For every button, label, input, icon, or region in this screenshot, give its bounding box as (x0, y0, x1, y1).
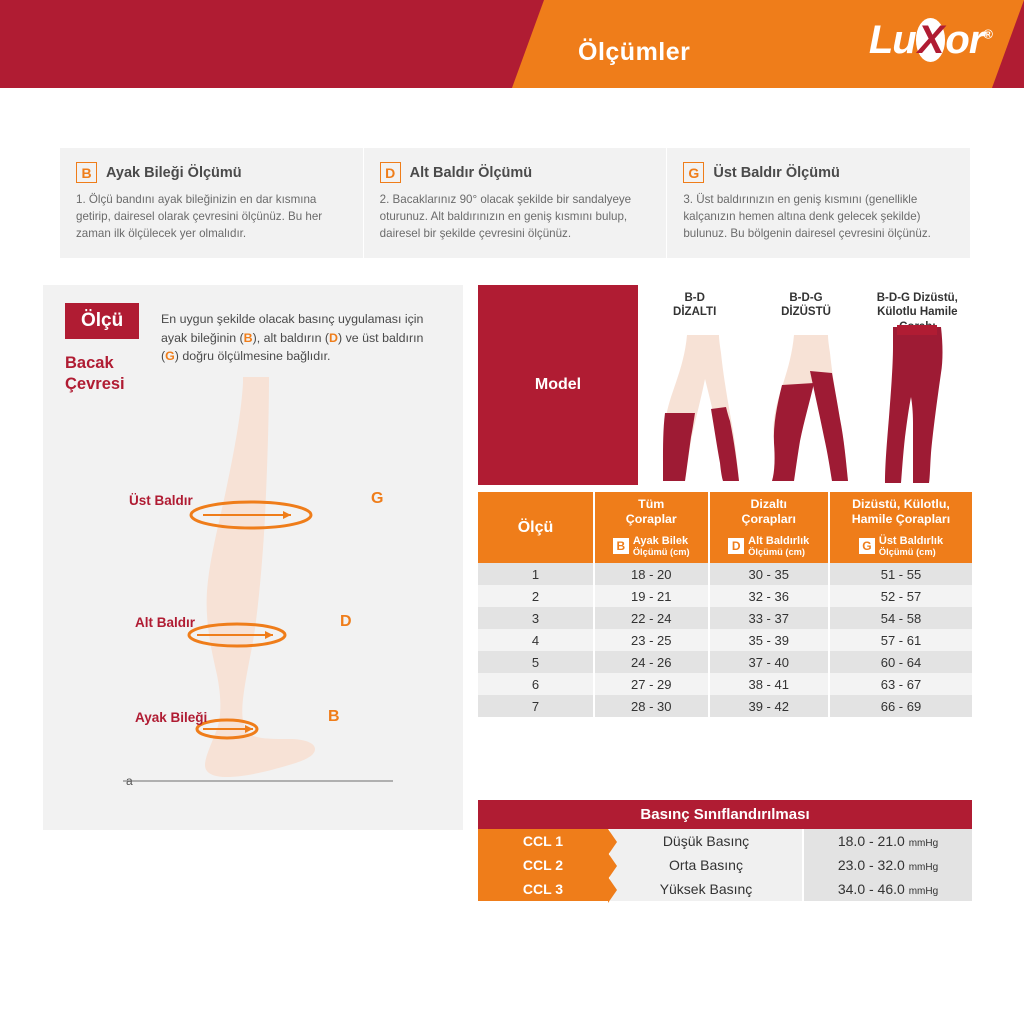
row-ankle: 23 - 25 (594, 629, 709, 651)
subhead-name: Alt Baldırlık (748, 534, 810, 547)
pressure-value: 23.0 - 32.0 (837, 857, 905, 873)
pressure-row (478, 829, 972, 853)
table-row (478, 695, 972, 717)
pressure-class-label: CCL 3 (478, 877, 609, 901)
subhead-text (879, 535, 943, 558)
row-lower-calf: 35 - 39 (709, 629, 829, 651)
pressure-title: Basınç Sınıflandırılması (478, 800, 972, 829)
model-table (478, 285, 972, 485)
instruction-box-ankle (60, 148, 363, 258)
instruction-title: Üst Baldır Ölçümü (713, 164, 840, 181)
measurement-group-knee (709, 492, 829, 532)
measurement-subhead-d (709, 532, 829, 563)
row-ankle: 18 - 20 (594, 563, 709, 585)
subhead-text (633, 535, 690, 558)
row-lower-calf: 32 - 36 (709, 585, 829, 607)
row-size: 4 (478, 629, 594, 651)
measurement-subhead-g (829, 532, 972, 563)
page-title: Ölçümler (578, 38, 691, 66)
brand-text-pre: Lu (868, 18, 916, 62)
letter-g-marker: G (371, 490, 384, 507)
subhead-unit: Ölçümü (cm) (632, 547, 690, 558)
label-lower-calf: Alt Baldır (135, 615, 196, 630)
model-illustration-pantyhose (863, 325, 971, 485)
instruction-header (76, 162, 347, 183)
leg-illustration (93, 377, 423, 797)
pressure-name: Düşük Basınç (609, 829, 803, 853)
leg-shape (205, 377, 315, 777)
pressure-row (478, 877, 972, 901)
pressure-title-row (478, 800, 972, 829)
leg-circumference-line1: Bacak (65, 354, 114, 372)
pressure-value-cell (803, 853, 972, 877)
desc-line-2e: ) ve üst baldırın ( (161, 330, 424, 364)
row-lower-calf: 39 - 42 (709, 695, 829, 717)
table-row (478, 629, 972, 651)
instruction-title: Ayak Bileği Ölçümü (106, 164, 242, 181)
group-line1: Dizaltı (750, 497, 787, 511)
measurement-group-all (594, 492, 709, 532)
instruction-text: 2. Bacaklarınız 90° olacak şekilde bir sandalyeye oturunuz. Alt baldırınızın en geniş kısmını bulup, dairesel bir şekilde çevresini ölçünüz. (379, 193, 632, 240)
row-ankle: 24 - 26 (594, 651, 709, 673)
instruction-text: 3. Üst baldırınızın en geniş kısmını (genellikle kalçanızın hemen altına denk gelecek şekilde) bulunuz. Bu bölgenin dairesel çevresini ölçünüz. (683, 193, 931, 240)
row-ankle: 27 - 29 (594, 673, 709, 695)
pressure-value: 34.0 - 46.0 (837, 881, 905, 897)
table-row (478, 585, 972, 607)
subhead-name: Üst Baldırlık (878, 534, 944, 547)
row-size: 3 (478, 607, 594, 629)
table-row (478, 563, 972, 585)
instruction-box-upper-calf (666, 148, 970, 258)
measurement-group-row (478, 492, 972, 532)
letter-d-marker: D (340, 613, 352, 630)
subhead-text (748, 535, 809, 558)
desc-line-2c: ), alt baldırın ( (252, 330, 330, 345)
model-row-label: Model (478, 285, 638, 485)
group-line1: Dizüstü, Külotlu, (852, 497, 950, 511)
desc-line-2a: ayak bileğinin ( (161, 330, 244, 345)
knee-high-stocking-icon (641, 335, 749, 485)
measurement-table-body (478, 563, 972, 717)
badge-b-icon: B (76, 162, 97, 183)
row-upper-calf: 52 - 57 (829, 585, 972, 607)
measurement-corner-label: Ölçü (478, 492, 594, 563)
row-upper-calf: 66 - 69 (829, 695, 972, 717)
table-row (478, 673, 972, 695)
row-upper-calf: 57 - 61 (829, 629, 972, 651)
desc-badge-b: B (243, 330, 253, 345)
row-upper-calf: 51 - 55 (829, 563, 972, 585)
row-size: 1 (478, 563, 594, 585)
row-lower-calf: 38 - 41 (709, 673, 829, 695)
model-title-line2: Külotlu Hamile (877, 306, 958, 319)
leg-diagram-panel (43, 285, 463, 830)
instruction-box-lower-calf (363, 148, 667, 258)
pressure-row (478, 853, 972, 877)
model-column-title (863, 285, 972, 325)
pressure-unit: mmHg (908, 862, 939, 873)
pressure-class-label: CCL 2 (478, 853, 609, 877)
badge-b-icon: B (613, 538, 629, 554)
brand-registered-mark: ® (983, 26, 992, 42)
table-row (478, 607, 972, 629)
model-title-line1: B-D (684, 292, 705, 304)
desc-line-3: doğru ölçülmesine bağlıdır. (182, 349, 331, 364)
group-line1: Tüm (638, 497, 665, 511)
subhead-unit: Ölçümü (cm) (878, 547, 936, 558)
measurement-subhead-b (594, 532, 709, 563)
model-title-line1: B-D-G (789, 292, 823, 304)
pressure-unit: mmHg (908, 886, 939, 897)
brand-logo (869, 18, 992, 63)
row-lower-calf: 37 - 40 (709, 651, 829, 673)
pressure-value-cell (803, 877, 972, 901)
model-column-bd (638, 285, 749, 485)
desc-line-1: En uygun şekilde olacak basınç uygulaması için (161, 312, 424, 326)
leg-circumference-line2: Çevresi (65, 374, 125, 393)
model-column-title (779, 285, 833, 325)
baseline-mark-a: a (126, 774, 133, 788)
row-lower-calf: 33 - 37 (709, 607, 829, 629)
badge-d-icon: D (728, 538, 744, 554)
model-column-title (671, 285, 718, 325)
subhead-name: Ayak Bilek (632, 534, 689, 547)
row-upper-calf: 54 - 58 (829, 607, 972, 629)
desc-badge-g: G (165, 349, 175, 364)
measurement-table (478, 492, 972, 717)
pressure-unit: mmHg (908, 838, 939, 849)
instructions-row (60, 148, 970, 258)
pressure-value-cell (803, 829, 972, 853)
upper-calf-arrow-head (283, 511, 291, 519)
badge-d-icon: D (380, 162, 401, 183)
pressure-name: Yüksek Basınç (609, 877, 803, 901)
row-size: 6 (478, 673, 594, 695)
instruction-header (683, 162, 954, 183)
badge-g-icon: G (859, 538, 875, 554)
row-lower-calf: 30 - 35 (709, 563, 829, 585)
group-line2: Çorapları (741, 511, 796, 526)
model-title-line1: B-D-G Dizüstü, (876, 292, 958, 304)
label-upper-calf: Üst Baldır (129, 493, 193, 508)
brand-text-post: or (945, 18, 984, 62)
subhead-unit: Ölçümü (cm) (748, 547, 805, 558)
thigh-high-stocking-icon (752, 335, 860, 485)
brand-x-mark: X (917, 18, 944, 62)
pantyhose-icon (863, 325, 971, 485)
row-size: 7 (478, 695, 594, 717)
model-column-bdg (749, 285, 860, 485)
row-ankle: 19 - 21 (594, 585, 709, 607)
measurement-table-head (478, 492, 972, 563)
model-illustration-bdg (752, 325, 860, 485)
pressure-value: 18.0 - 21.0 (837, 833, 905, 849)
group-line2: Hamile Çorapları (851, 511, 951, 526)
row-ankle: 22 - 24 (594, 607, 709, 629)
row-ankle: 28 - 30 (594, 695, 709, 717)
model-title-line2: DİZÜSTÜ (781, 306, 831, 319)
pressure-class-label: CCL 1 (478, 829, 609, 853)
desc-line-2g: ) (174, 349, 179, 364)
olcu-tag: Ölçü (65, 303, 139, 339)
instruction-header (380, 162, 651, 183)
row-upper-calf: 63 - 67 (829, 673, 972, 695)
row-size: 2 (478, 585, 594, 607)
lower-calf-arrow-head (265, 631, 273, 639)
instruction-text: 1. Ölçü bandını ayak bileğinizin en dar kısmına getirip, dairesel olarak çevresini ölçünüz. Bu her zaman ilk ölçülecek yer olmalıdır. (76, 193, 323, 240)
model-column-pantyhose (861, 285, 972, 485)
row-size: 5 (478, 651, 594, 673)
page-header (0, 0, 1024, 88)
instruction-title: Alt Baldır Ölçümü (409, 164, 533, 181)
badge-g-icon: G (683, 162, 704, 183)
model-title-line2: DİZALTI (673, 306, 717, 319)
leg-panel-description (161, 310, 441, 366)
letter-b-marker: B (328, 708, 340, 725)
measurement-group-thigh (829, 492, 972, 532)
pressure-name: Orta Basınç (609, 853, 803, 877)
ankle-arrow-head (245, 725, 253, 733)
row-upper-calf: 60 - 64 (829, 651, 972, 673)
model-illustration-bd (641, 325, 749, 485)
pressure-table (478, 800, 972, 901)
group-line2: Çoraplar (625, 511, 677, 526)
label-ankle: Ayak Bileği (135, 710, 208, 725)
table-row (478, 651, 972, 673)
desc-badge-d: D (329, 330, 338, 345)
